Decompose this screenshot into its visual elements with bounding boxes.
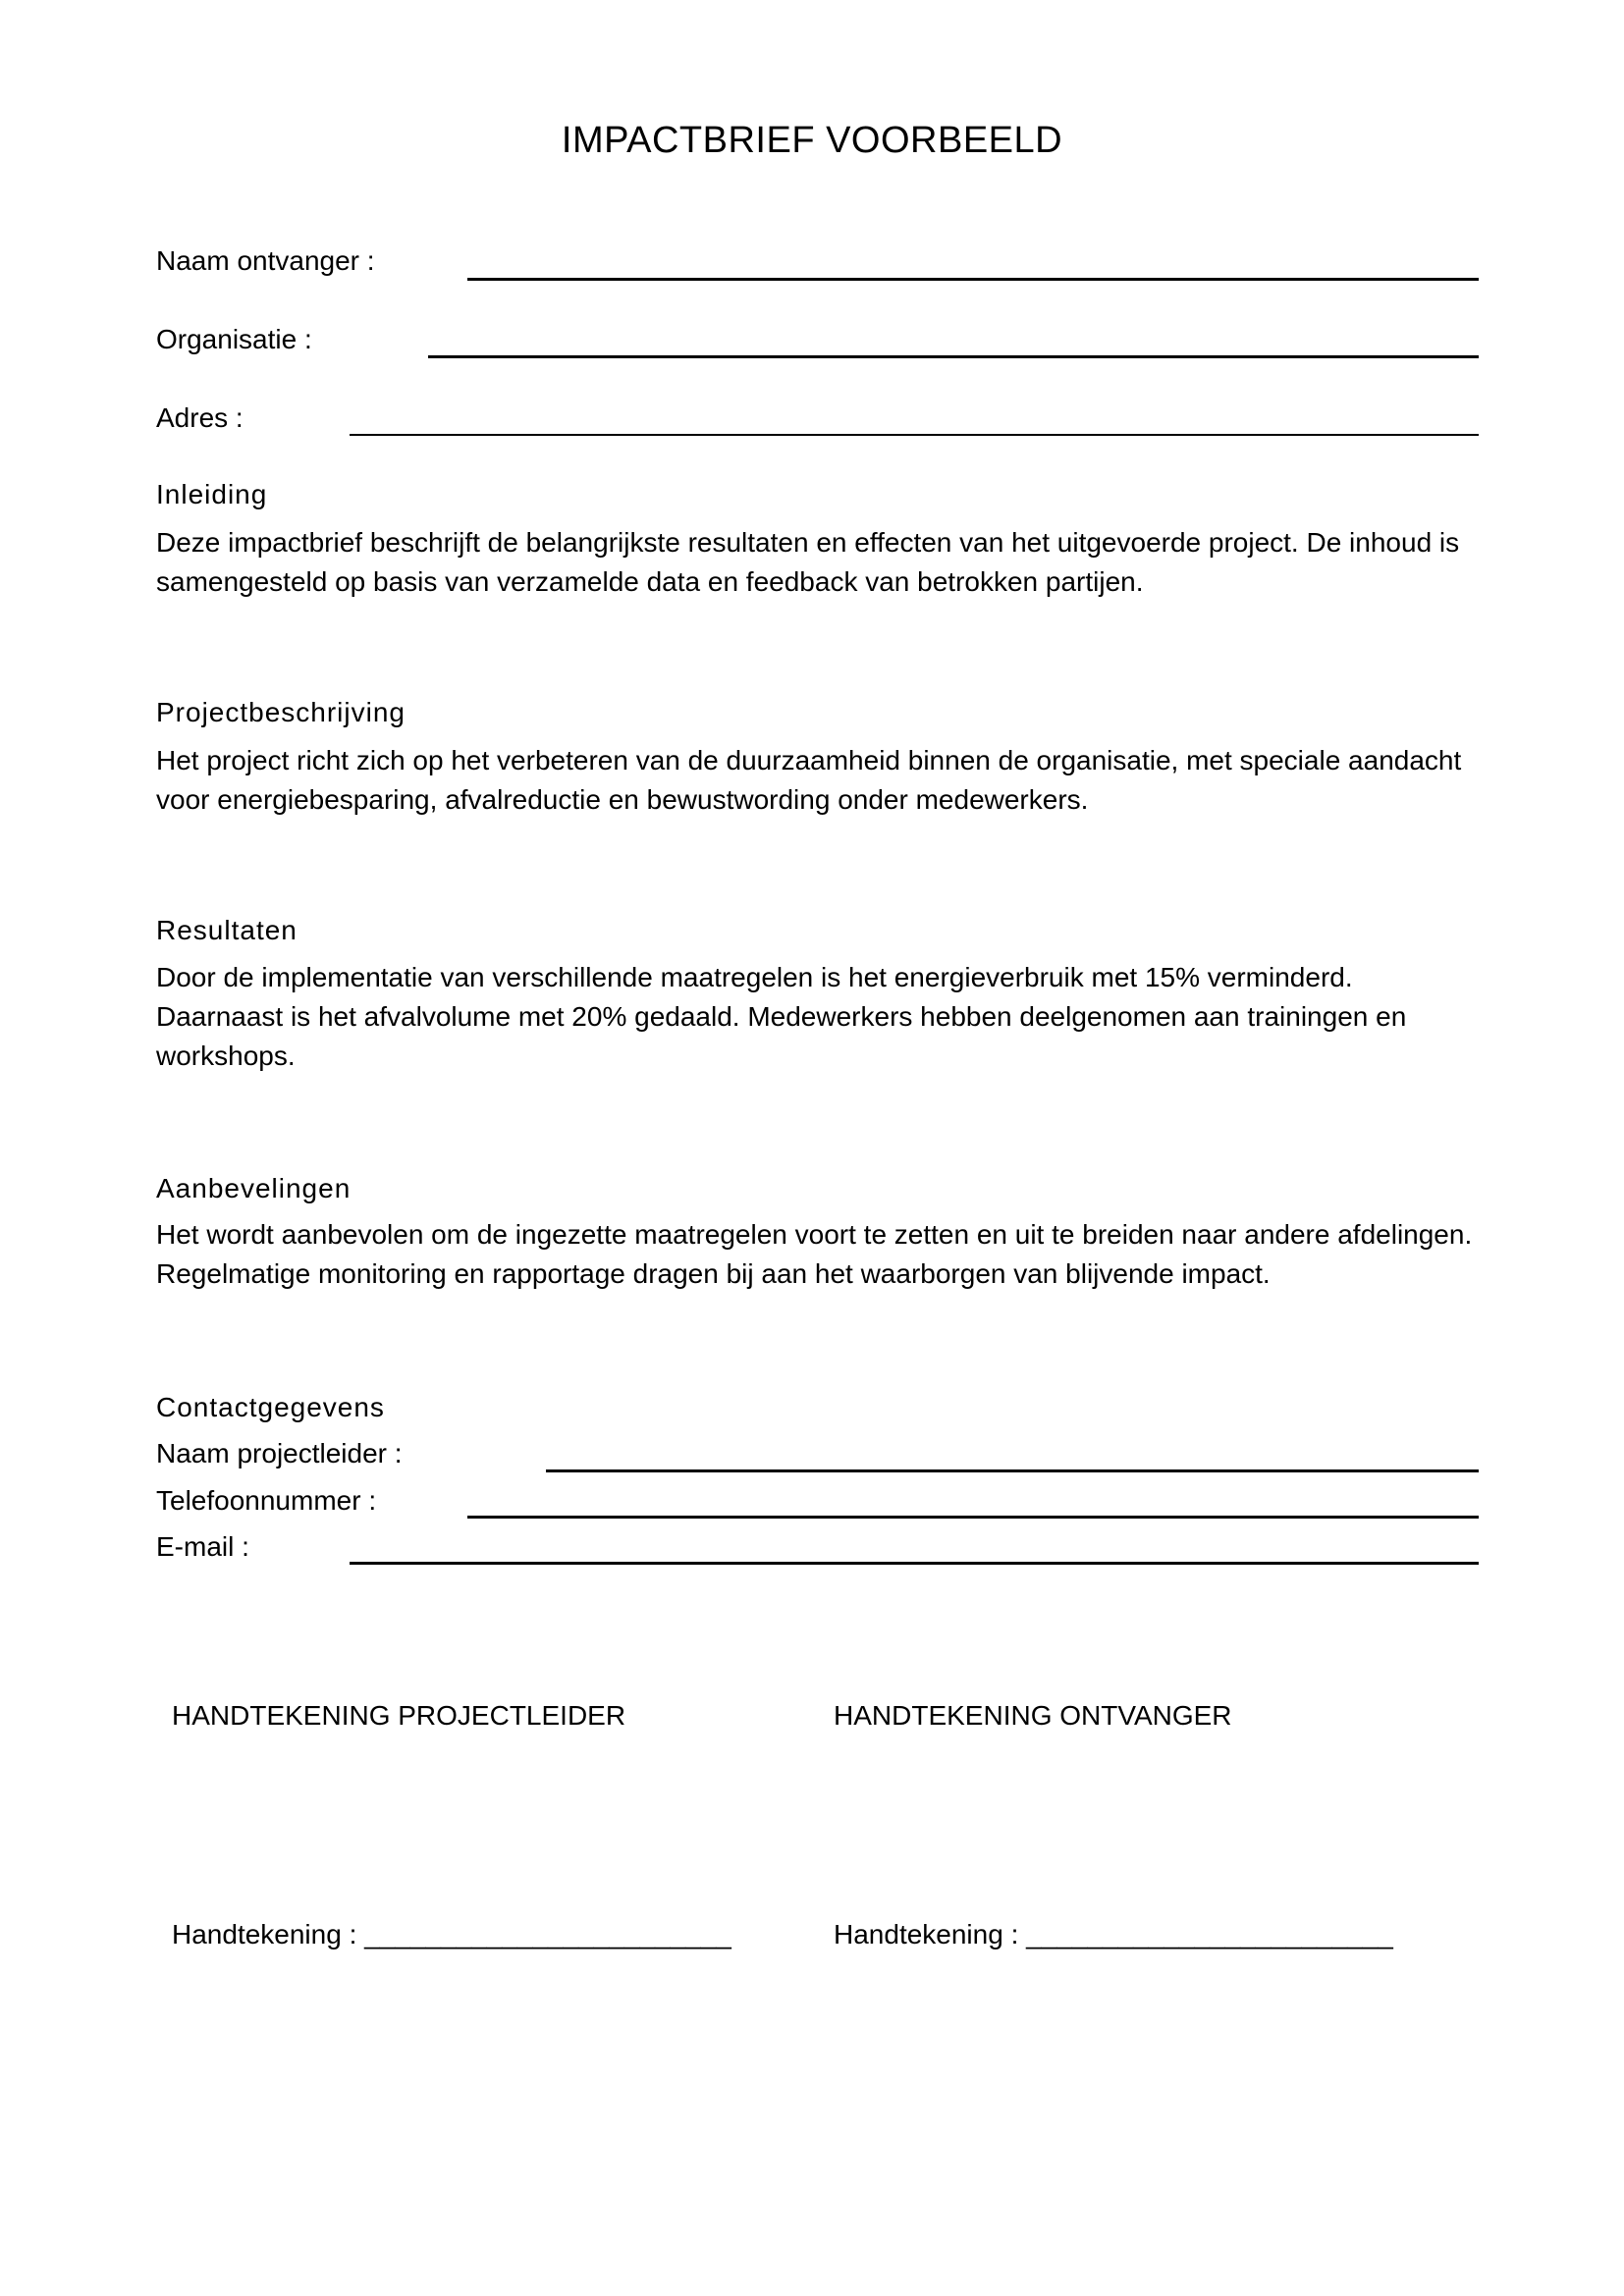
section-heading-intro: Inleiding (156, 479, 268, 509)
recommendations-line: Het wordt aanbevolen om de ingezette maatregelen voort te zetten en uit te breiden naar andere afdelingen. (156, 1219, 1473, 1250)
results-line: workshops. (156, 1041, 296, 1071)
section-heading-contact: Contactgegevens (156, 1392, 385, 1422)
email-label: E-mail : (156, 1531, 249, 1562)
section-heading-recommendations: Aanbevelingen (156, 1173, 352, 1203)
recipient-name-label: Naam ontvanger : (156, 245, 375, 276)
description-line: voor energiebesparing, afvalreductie en bewustwording onder medewerkers. (156, 784, 1089, 815)
recommendations-line: Regelmatige monitoring en rapportage dragen bij aan het waarborgen van blijvende impact. (156, 1258, 1271, 1289)
organisation-label: Organisatie : (156, 324, 312, 354)
intro-line: samengesteld op basis van verzamelde data en feedback van betrokken partijen. (156, 566, 1144, 597)
section-heading-results: Resultaten (156, 915, 298, 945)
section-heading-description: Projectbeschrijving (156, 697, 406, 727)
phone-field[interactable] (467, 1516, 1479, 1519)
results-paragraph (156, 958, 1491, 1076)
organisation-field[interactable] (428, 355, 1479, 358)
signature-line-project-leader[interactable]: Handtekening : ________________________ (172, 1919, 731, 1949)
address-label: Adres : (156, 402, 244, 433)
intro-line: Deze impactbrief beschrijft de belangrijkste resultaten en effecten van het uitgevoerde project. De inhoud is (156, 527, 1460, 558)
project-leader-label: Naam projectleider : (156, 1438, 403, 1468)
recommendations-paragraph (156, 1215, 1491, 1294)
signature-title-recipient: HANDTEKENING ONTVANGER (834, 1700, 1232, 1731)
email-field[interactable] (350, 1562, 1479, 1565)
description-line: Het project richt zich op het verbeteren van de duurzaamheid binnen de organisatie, met speciale aandacht (156, 745, 1462, 775)
project-leader-field[interactable] (546, 1469, 1479, 1472)
address-field[interactable] (350, 434, 1479, 436)
results-line: Door de implementatie van verschillende maatregelen is het energieverbruik met 15% verminderd. (156, 962, 1353, 992)
phone-label: Telefoonnummer : (156, 1485, 377, 1516)
results-line: Daarnaast is het afvalvolume met 20% gedaald. Medewerkers hebben deelgenomen aan trainingen en (156, 1001, 1407, 1032)
signature-line-recipient[interactable]: Handtekening : ________________________ (834, 1919, 1393, 1949)
intro-paragraph (156, 523, 1491, 602)
description-paragraph (156, 741, 1491, 820)
recipient-name-field[interactable] (467, 278, 1479, 281)
signature-title-project-leader: HANDTEKENING PROJECTLEIDER (172, 1700, 626, 1731)
document-title: IMPACTBRIEF VOORBEELD (561, 120, 1063, 161)
